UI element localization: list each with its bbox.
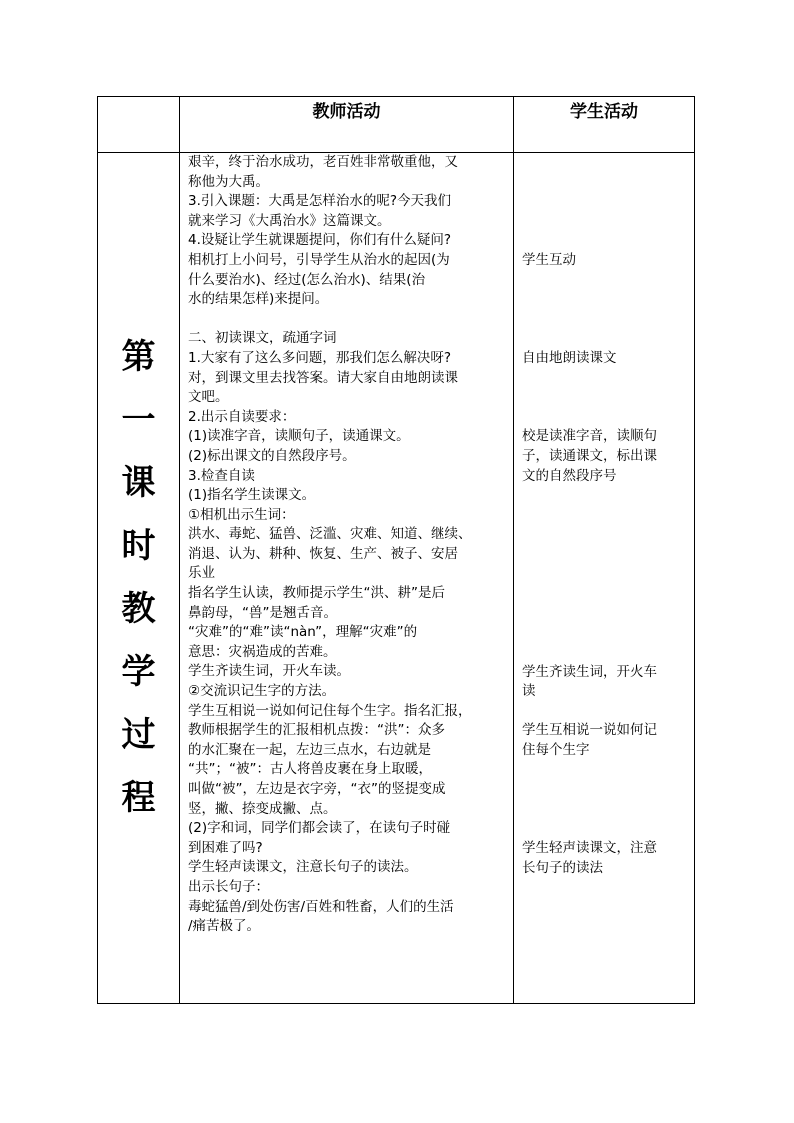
teacher-text-line: 乐业 <box>188 565 215 582</box>
teacher-text-line: 1.大家有了这么多问题，那我们怎么解决呀? <box>188 349 452 366</box>
teacher-text-line: 学生轻声读课文，注意长句子的读法。 <box>188 859 418 876</box>
teacher-text-line <box>188 310 509 330</box>
teacher-text-line: ②交流识记生字的方法。 <box>188 683 336 700</box>
student-activity-note: 学生齐读生词，开火车 <box>522 663 657 680</box>
teacher-text-line: ①相机出示生词： <box>188 506 295 523</box>
teacher-text-line: 4.设疑让学生就课题提问，你们有什么疑问? <box>188 232 452 249</box>
student-activity-note: 学生轻声读课文，注意 <box>522 840 657 856</box>
lesson-plan-table <box>97 96 695 1004</box>
student-activity-note: 校是读准字音，读顺句 <box>522 428 657 445</box>
section-title-cell <box>98 153 180 1004</box>
student-activity-note: 学生互动 <box>522 252 576 268</box>
teacher-text-line: 意思：灾祸造成的苦难。 <box>188 643 337 660</box>
teacher-text-line: 对，到课文里去找答案。请大家自由地朗读课 <box>188 369 458 386</box>
teacher-text-line: 毒蛇猛兽/到处伤害/百姓和牲畜，人们的生活 <box>188 898 454 915</box>
teacher-text-line: (1)读准字音，读顺句子，读通课文。 <box>188 428 410 445</box>
student-activity-note: 自由地朗读课文 <box>522 350 617 366</box>
teacher-text-line: 艰辛，终于治水成功，老百姓非常敬重他，又 <box>188 154 458 170</box>
teacher-text-line: (2)标出课文的自然段序号。 <box>188 447 356 464</box>
teacher-text-line: 3.检查自读 <box>188 467 255 484</box>
teacher-text-line: /痛苦极了。 <box>188 918 261 935</box>
student-activity-note: 文的自然段序号 <box>522 467 617 484</box>
teacher-text-line: 就来学习《大禹治水》这篇课文。 <box>188 212 391 229</box>
teacher-text-line: (1)指名学生读课文。 <box>188 487 316 504</box>
teacher-text-line: 洪水、毒蛇、猛兽、泛滥、灾难、知道、继续、 <box>188 526 472 543</box>
teacher-text-line: 相机打上小问号，引导学生从治水的起因(为 <box>188 251 450 268</box>
teacher-text-line: 文吧。 <box>188 389 229 406</box>
teacher-text-line: 2.出示自读要求： <box>188 408 296 425</box>
header-student-activity: 学生活动 <box>514 97 695 153</box>
student-activity-note: 学生互相说一说如何记 <box>522 722 657 739</box>
teacher-text-line: 指名学生认读，教师提示学生“洪、耕”是后 <box>188 585 445 602</box>
teacher-text-line: 叫做“被”，左边是衣字旁，“衣”的竖提变成 <box>188 781 446 797</box>
teacher-text-line: 的水汇聚在一起，左边三点水，右边就是 <box>188 741 431 758</box>
section-title: 第一课时教学过程 <box>121 337 156 818</box>
teacher-text-line: 竖，撇、捺变成撇、点。 <box>188 800 337 817</box>
student-activity-note: 住每个生字 <box>522 742 590 758</box>
teacher-text-line: 什么要治水)、经过(怎么治水)、结果(治 <box>188 271 426 288</box>
teacher-text-line: 教师根据学生的汇报相机点拨：“洪”：众多 <box>188 722 445 739</box>
teacher-activity-cell <box>180 153 514 1004</box>
teacher-text-line: 3.引入课题：大禹是怎样治水的呢?今天我们 <box>188 193 452 210</box>
teacher-text-line: “灾难”的“难”读“nàn”，理解“灾难”的 <box>188 624 418 641</box>
student-activity-cell <box>514 153 695 1004</box>
teacher-text-line: 称他为大禹。 <box>188 173 269 190</box>
teacher-text-line: 二、初读课文，疏通字词 <box>188 330 337 347</box>
student-activity-note: 长句子的读法 <box>522 859 603 876</box>
student-activity-note: 子，读通课文，标出课 <box>522 448 657 464</box>
teacher-text-line: 学生互相说一说如何记住每个生字。指名汇报， <box>188 702 472 719</box>
teacher-text-line: 消退、认为、耕种、恢复、生产、被子、安居 <box>188 545 458 562</box>
teacher-text-line: 到困难了吗? <box>188 839 263 856</box>
header-teacher-activity: 教师活动 <box>180 97 514 153</box>
teacher-text-line: “共”；“被”：古人将兽皮裹在身上取暖， <box>188 761 432 778</box>
teacher-text-line: 学生齐读生词，开火车读。 <box>188 663 350 680</box>
header-blank-cell <box>98 97 180 153</box>
teacher-text-line: (2)字和词，同学们都会读了，在读句子时碰 <box>188 820 451 837</box>
teacher-text-line: 出示长句子： <box>188 878 269 895</box>
teacher-text-line: 鼻韵母，“兽”是翘舌音。 <box>188 604 337 621</box>
table-body-row <box>98 153 695 1004</box>
table-header-row <box>98 97 695 153</box>
student-activity-note: 读 <box>522 683 536 700</box>
teacher-text-line: 水的结果怎样)来提问。 <box>188 291 329 308</box>
